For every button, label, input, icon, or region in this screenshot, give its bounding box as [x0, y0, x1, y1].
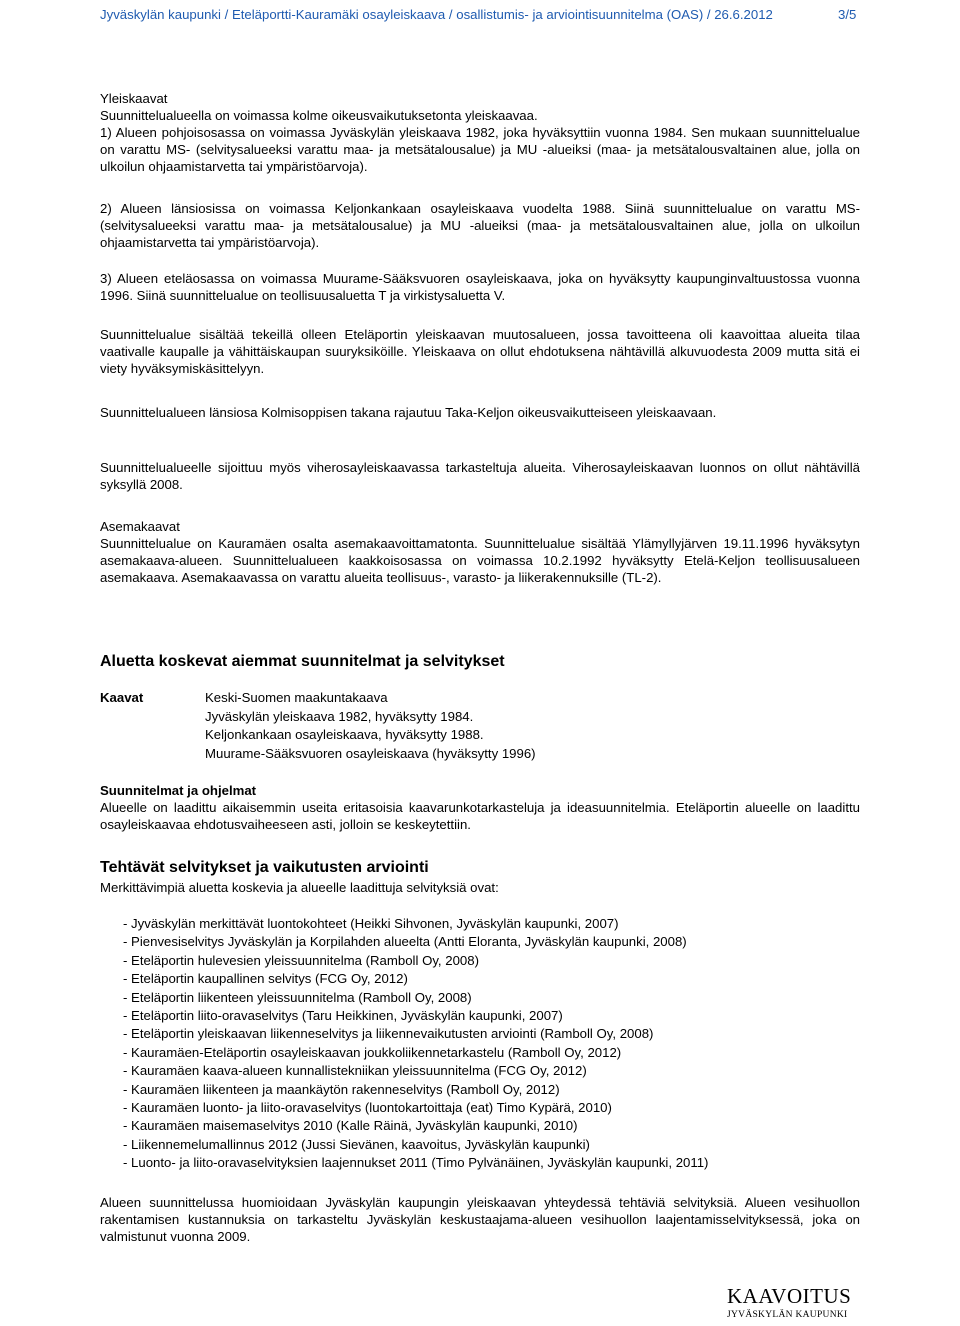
logo-main-text: KAAVOITUS — [727, 1284, 852, 1308]
asemakaavat-section — [100, 518, 860, 586]
list-item: - Eteläportin kaupallinen selvitys (FCG Oy, 2012) — [123, 971, 408, 987]
yleiskaavat-section — [100, 90, 860, 175]
yleiskaavat-paragraph-3: 3) Alueen eteläosassa on voimassa Muurame-Sääksvuoren osayleiskaava, joka on hyväksytty kaupunginvaltuustossa vuonna 1996. Siinä suunnittelualue on teollisuusaluetta T ja virkistysaluetta V. — [100, 271, 860, 303]
document-header: Jyväskylän kaupunki / Eteläportti-Kauramäki osayleiskaava / osallistumis- ja arviointisuunnitelma (OAS) / 26.6.2012 — [100, 7, 773, 22]
suunnitelmat-heading: Suunnitelmat ja ohjelmat — [100, 783, 257, 798]
kaavoitus-logo — [727, 1285, 887, 1321]
yleiskaavat-paragraph-6-block — [100, 459, 860, 493]
kaavat-list — [205, 689, 536, 763]
yleiskaavat-paragraph-2-block — [100, 200, 860, 251]
selvitykset-outro: Alueen suunnittelussa huomioidaan Jyväskylän kaupungin yleiskaavan yhteydessä tehtäviä selvityksiä. Alueen vesihuollon rakentamisen kustannuksia on tarkasteltu Jyväskylän keskustaajama-alueen vesihuollon laajentamisselvityksessä, joka on valmistunut vuonna 2009. — [100, 1195, 860, 1244]
yleiskaavat-paragraph-2: 2) Alueen länsiosissa on voimassa Keljonkankaan osayleiskaava vuodelta 1988. Siinä suunnittelualue on varattu MS- (selvitysalueeksi varattu maa- ja metsätalousalue) ja MU -alueiksi (maa- ja metsätalousvaltainen alue, jolla on ulkoilun ohjaamistarvetta tai ympäristöarvoja). — [100, 201, 860, 250]
list-item: - Liikennemelumallinnus 2012 (Jussi Sievänen, kaavoitus, Jyväskylän kaupunki) — [123, 1136, 590, 1152]
kaavat-item: Keljonkankaan osayleiskaava, hyväksytty 1988. — [205, 727, 484, 742]
list-item: - Eteläportin liito-oravaselvitys (Taru Heikkinen, Jyväskylän kaupunki, 2007) — [123, 1007, 563, 1023]
kaavat-item: Jyväskylän yleiskaava 1982, hyväksytty 1984. — [205, 708, 474, 724]
selvitykset-heading: Tehtävät selvitykset ja vaikutusten arviointi — [100, 859, 429, 876]
yleiskaavat-paragraph-5: Suunnittelualueen länsiosa Kolmisoppisen takana rajautuu Taka-Keljon oikeusvaikutteiseen yleiskaavaan. — [100, 405, 717, 420]
suunnitelmat-section — [100, 782, 860, 833]
selvitykset-outro-block — [100, 1194, 860, 1245]
list-item: - Pienvesiselvitys Jyväskylän ja Korpilahden alueelta (Antti Eloranta, Jyväskylän kaupunki, 2008) — [123, 934, 687, 950]
list-item: - Kauramäen maisemaselvitys 2010 (Kalle Räinä, Jyväskylän kaupunki, 2010) — [123, 1118, 578, 1134]
list-item: - Kauramäen liikenteen ja maankäytön rakenneselvitys (Ramboll Oy, 2012) — [123, 1081, 560, 1097]
list-item: - Eteläportin yleiskaavan liikenneselvitys ja liikennevaikutusten arviointi (Ramboll Oy, 2008) — [123, 1026, 654, 1042]
yleiskaavat-intro: Suunnittelualueella on voimassa kolme oikeusvaikutuksetonta yleiskaavaa. — [100, 108, 538, 123]
list-item: - Luonto- ja liito-oravaselvityksien laajennukset 2011 (Timo Pylvänäinen, Jyväskylän kaupunki, 2011) — [123, 1155, 709, 1171]
kaavat-item: Keski-Suomen maakuntakaava — [205, 690, 388, 705]
list-item: - Kauramäen luonto- ja liito-oravaselvitys (luontokartoittaja (eat) Timo Kypärä, 2010) — [123, 1099, 612, 1115]
yleiskaavat-paragraph-1: 1) Alueen pohjoisosassa on voimassa Jyväskylän yleiskaava 1982, joka hyväksyttiin vuonna 1984. Sen mukaan suunnittelualue on varattu MS- (selvitysalueeksi varattu maa- ja metsätalousalue) ja MU -alueiksi (maa- ja metsätalousvaltainen alue, jolla on ulkoilun ohjaamistarvetta tai ympäristöarvoja). — [100, 125, 860, 174]
selvitykset-list — [123, 915, 708, 1172]
list-item: - Kauramäen-Eteläportin osayleiskaavan joukkoliikennetarkastelu (Ramboll Oy, 2012) — [123, 1044, 622, 1060]
yleiskaavat-paragraph-6: Suunnittelualueelle sijoittuu myös viherosayleiskaavassa tarkasteltuja alueita. Viherosayleiskaavan luonnos on ollut nähtävillä syksyllä 2008. — [100, 460, 860, 492]
list-item: - Kauramäen kaava-alueen kunnallistekniikan yleissuunnitelma (FCG Oy, 2012) — [123, 1063, 587, 1079]
logo-sub-text: JYVÄSKYLÄN KAUPUNKI — [727, 1310, 848, 1320]
list-item: - Jyväskylän merkittävät luontokohteet (Heikki Sihvonen, Jyväskylän kaupunki, 2007) — [123, 916, 619, 931]
asemakaavat-paragraph: Suunnittelualue on Kauramäen osalta asemakaavoittamatonta. Suunnittelualue sisältää Ylämyllyjärven 19.11.1996 hyväksytyn asemakaava-alueen. Suunnittelualueen kaakkoisosassa on voimassa 10.2.1992 hyväksytty Etelä-Keljon teollisuusalueen asemakaava. Asemakaavassa on varattu alueita teollisuus-, varasto- ja liikerakennuksille (TL-2). — [100, 536, 860, 585]
page-number: 3/5 — [838, 7, 857, 22]
aiemmat-heading: Aluetta koskevat aiemmat suunnitelmat ja selvitykset — [100, 653, 505, 670]
list-item: - Eteläportin hulevesien yleissuunnitelma (Ramboll Oy, 2008) — [123, 952, 479, 968]
selvitykset-intro: Merkittävimpiä aluetta koskevia ja alueelle laadittuja selvityksiä ovat: — [100, 880, 499, 895]
yleiskaavat-heading: Yleiskaavat — [100, 91, 168, 106]
list-item: - Eteläportin liikenteen yleissuunnitelma (Ramboll Oy, 2008) — [123, 989, 472, 1005]
yleiskaavat-paragraph-4: Suunnittelualue sisältää tekeillä olleen Eteläportin yleiskaavan muutosalueen, jossa tavoitteena oli kaavoittaa alueita tilaa vaativalle kaupalle ja vähittäiskaupan suuryksiköille. Yleiskaava on ollut ehdotuksena nähtävillä alkuvuodesta 2009 mutta sitä ei viety hyväksymiskäsittelyyn. — [100, 327, 860, 376]
yleiskaavat-paragraph-4-block — [100, 326, 860, 377]
yleiskaavat-paragraph-5-block — [100, 404, 860, 421]
kaavat-item: Muurame-Sääksvuoren osayleiskaava (hyväksytty 1996) — [205, 745, 536, 761]
kaavat-label: Kaavat — [100, 690, 144, 705]
asemakaavat-heading: Asemakaavat — [100, 519, 180, 534]
suunnitelmat-paragraph: Alueelle on laadittu aikaisemmin useita eritasoisia kaavarunkotarkasteluja ja ideasuunnitelmia. Eteläportin alueelle on laadittu osayleiskaavaa ehdotusvaiheeseen asti, jolloin se keskeytettiin. — [100, 800, 860, 832]
yleiskaavat-paragraph-3-block — [100, 270, 860, 304]
